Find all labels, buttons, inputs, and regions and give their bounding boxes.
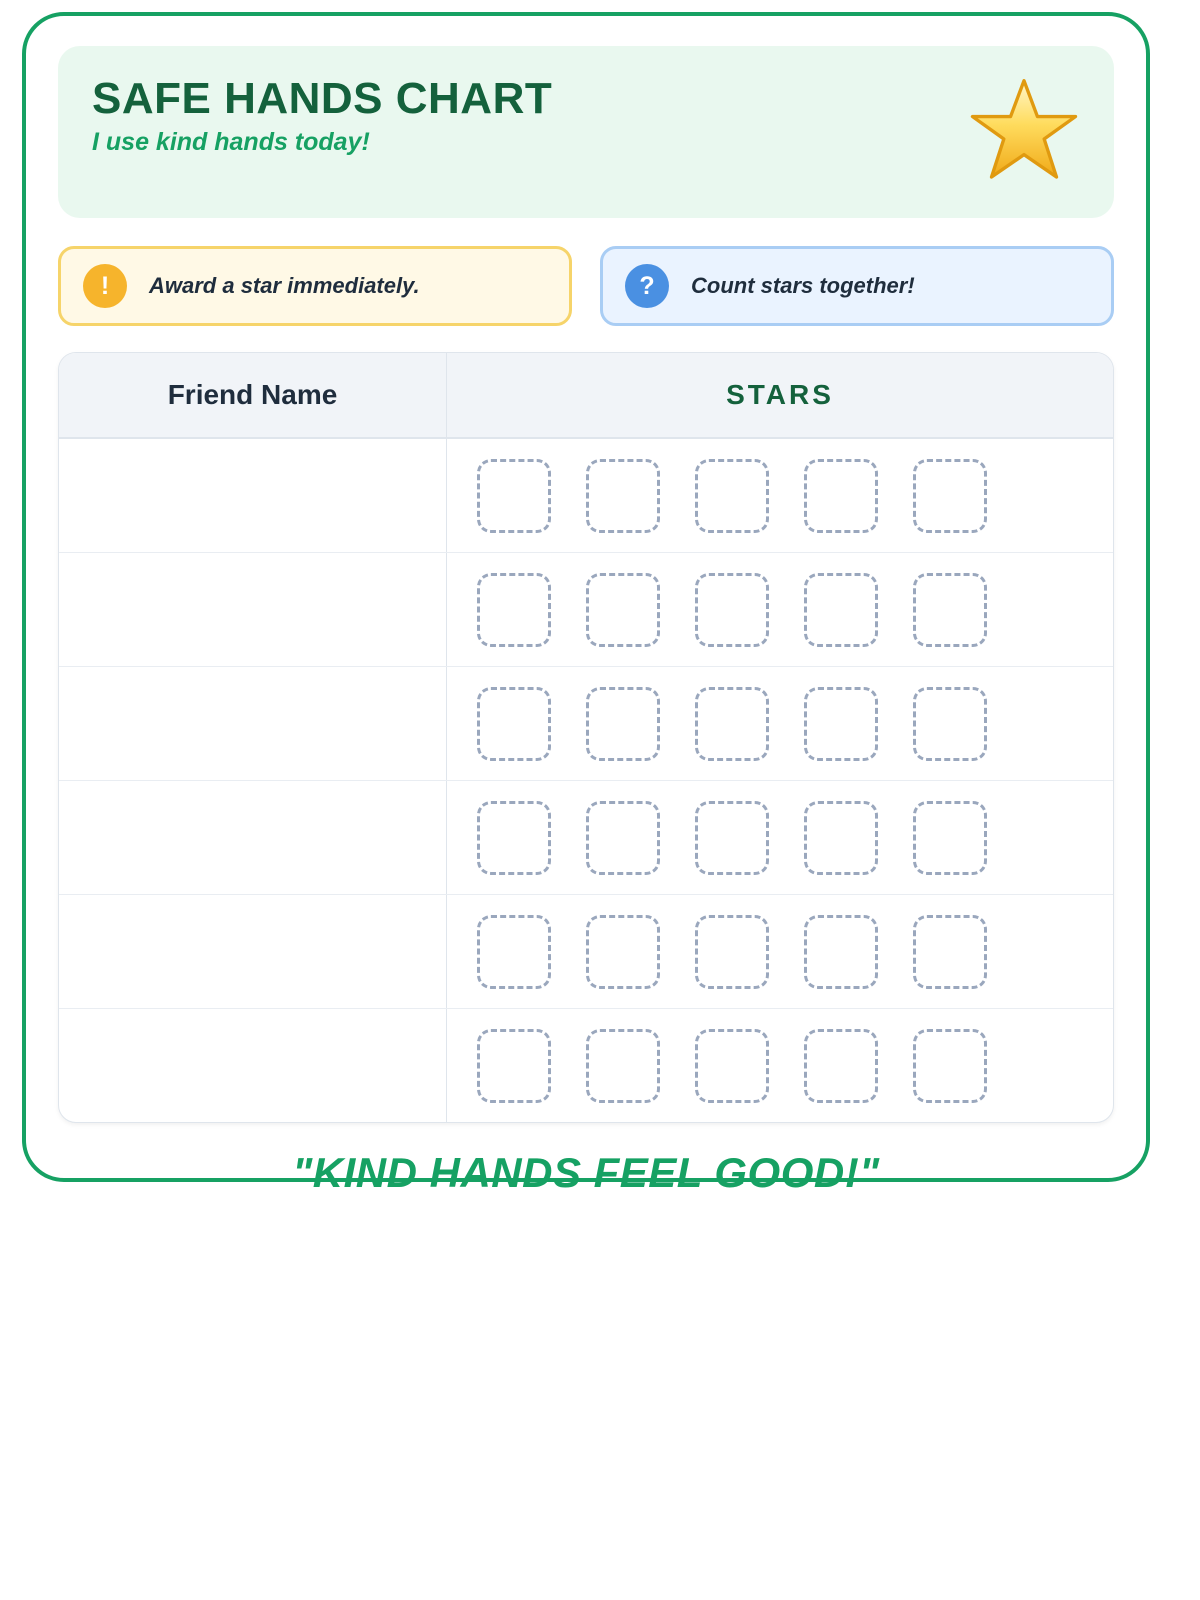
note-warning bbox=[58, 246, 572, 326]
note-info-text: Count stars together! bbox=[691, 273, 915, 298]
star-box[interactable] bbox=[477, 915, 551, 989]
star-box[interactable] bbox=[586, 915, 660, 989]
star-box[interactable] bbox=[913, 459, 987, 533]
star-box[interactable] bbox=[804, 687, 878, 761]
page-subtitle: I use kind hands today! bbox=[92, 128, 370, 157]
star-box[interactable] bbox=[695, 687, 769, 761]
star-box[interactable] bbox=[913, 1029, 987, 1103]
star-box[interactable] bbox=[913, 915, 987, 989]
star-box[interactable] bbox=[695, 801, 769, 875]
page-title: SAFE HANDS CHART bbox=[92, 74, 553, 123]
star-box-group bbox=[447, 1009, 1113, 1122]
star-box[interactable] bbox=[804, 1029, 878, 1103]
table-row bbox=[59, 667, 1113, 781]
star-box[interactable] bbox=[695, 1029, 769, 1103]
exclamation-icon: ! bbox=[83, 264, 127, 308]
star-box[interactable] bbox=[804, 915, 878, 989]
stars-table bbox=[58, 352, 1114, 1123]
star-box-group bbox=[447, 667, 1113, 780]
star-box[interactable] bbox=[477, 573, 551, 647]
note-strip bbox=[58, 246, 1114, 326]
star-box[interactable] bbox=[477, 459, 551, 533]
note-warning-text: Award a star immediately. bbox=[149, 273, 420, 298]
star-box[interactable] bbox=[695, 573, 769, 647]
star-box[interactable] bbox=[586, 573, 660, 647]
star-box[interactable] bbox=[913, 573, 987, 647]
star-box-group bbox=[447, 781, 1113, 894]
star-box[interactable] bbox=[586, 1029, 660, 1103]
star-box[interactable] bbox=[695, 459, 769, 533]
table-row bbox=[59, 895, 1113, 1009]
column-header-stars: STARS bbox=[726, 379, 834, 410]
table-header-row bbox=[59, 353, 1113, 439]
chart-header bbox=[58, 46, 1114, 218]
star-icon bbox=[968, 74, 1080, 186]
note-info bbox=[600, 246, 1114, 326]
table-row bbox=[59, 781, 1113, 895]
star-box-group bbox=[447, 553, 1113, 666]
star-box-group bbox=[447, 895, 1113, 1008]
friend-name-field[interactable] bbox=[59, 895, 447, 1008]
star-box[interactable] bbox=[477, 1029, 551, 1103]
star-box[interactable] bbox=[586, 459, 660, 533]
friend-name-field[interactable] bbox=[59, 667, 447, 780]
question-icon: ? bbox=[625, 264, 669, 308]
friend-name-field[interactable] bbox=[59, 439, 447, 552]
star-box-group bbox=[447, 439, 1113, 552]
star-box[interactable] bbox=[913, 687, 987, 761]
star-box[interactable] bbox=[913, 801, 987, 875]
friend-name-field[interactable] bbox=[59, 781, 447, 894]
footer-motto: "KIND HANDS FEEL GOOD!" bbox=[292, 1149, 880, 1196]
table-row bbox=[59, 553, 1113, 667]
star-box[interactable] bbox=[804, 573, 878, 647]
star-box[interactable] bbox=[586, 801, 660, 875]
star-box[interactable] bbox=[804, 459, 878, 533]
star-box[interactable] bbox=[477, 801, 551, 875]
friend-name-field[interactable] bbox=[59, 1009, 447, 1122]
column-header-friend-name: Friend Name bbox=[59, 353, 447, 437]
star-box[interactable] bbox=[586, 687, 660, 761]
star-box[interactable] bbox=[804, 801, 878, 875]
star-box[interactable] bbox=[477, 687, 551, 761]
star-box[interactable] bbox=[695, 915, 769, 989]
friend-name-field[interactable] bbox=[59, 553, 447, 666]
chart-card bbox=[22, 12, 1150, 1196]
table-row bbox=[59, 1009, 1113, 1122]
table-row bbox=[59, 439, 1113, 553]
